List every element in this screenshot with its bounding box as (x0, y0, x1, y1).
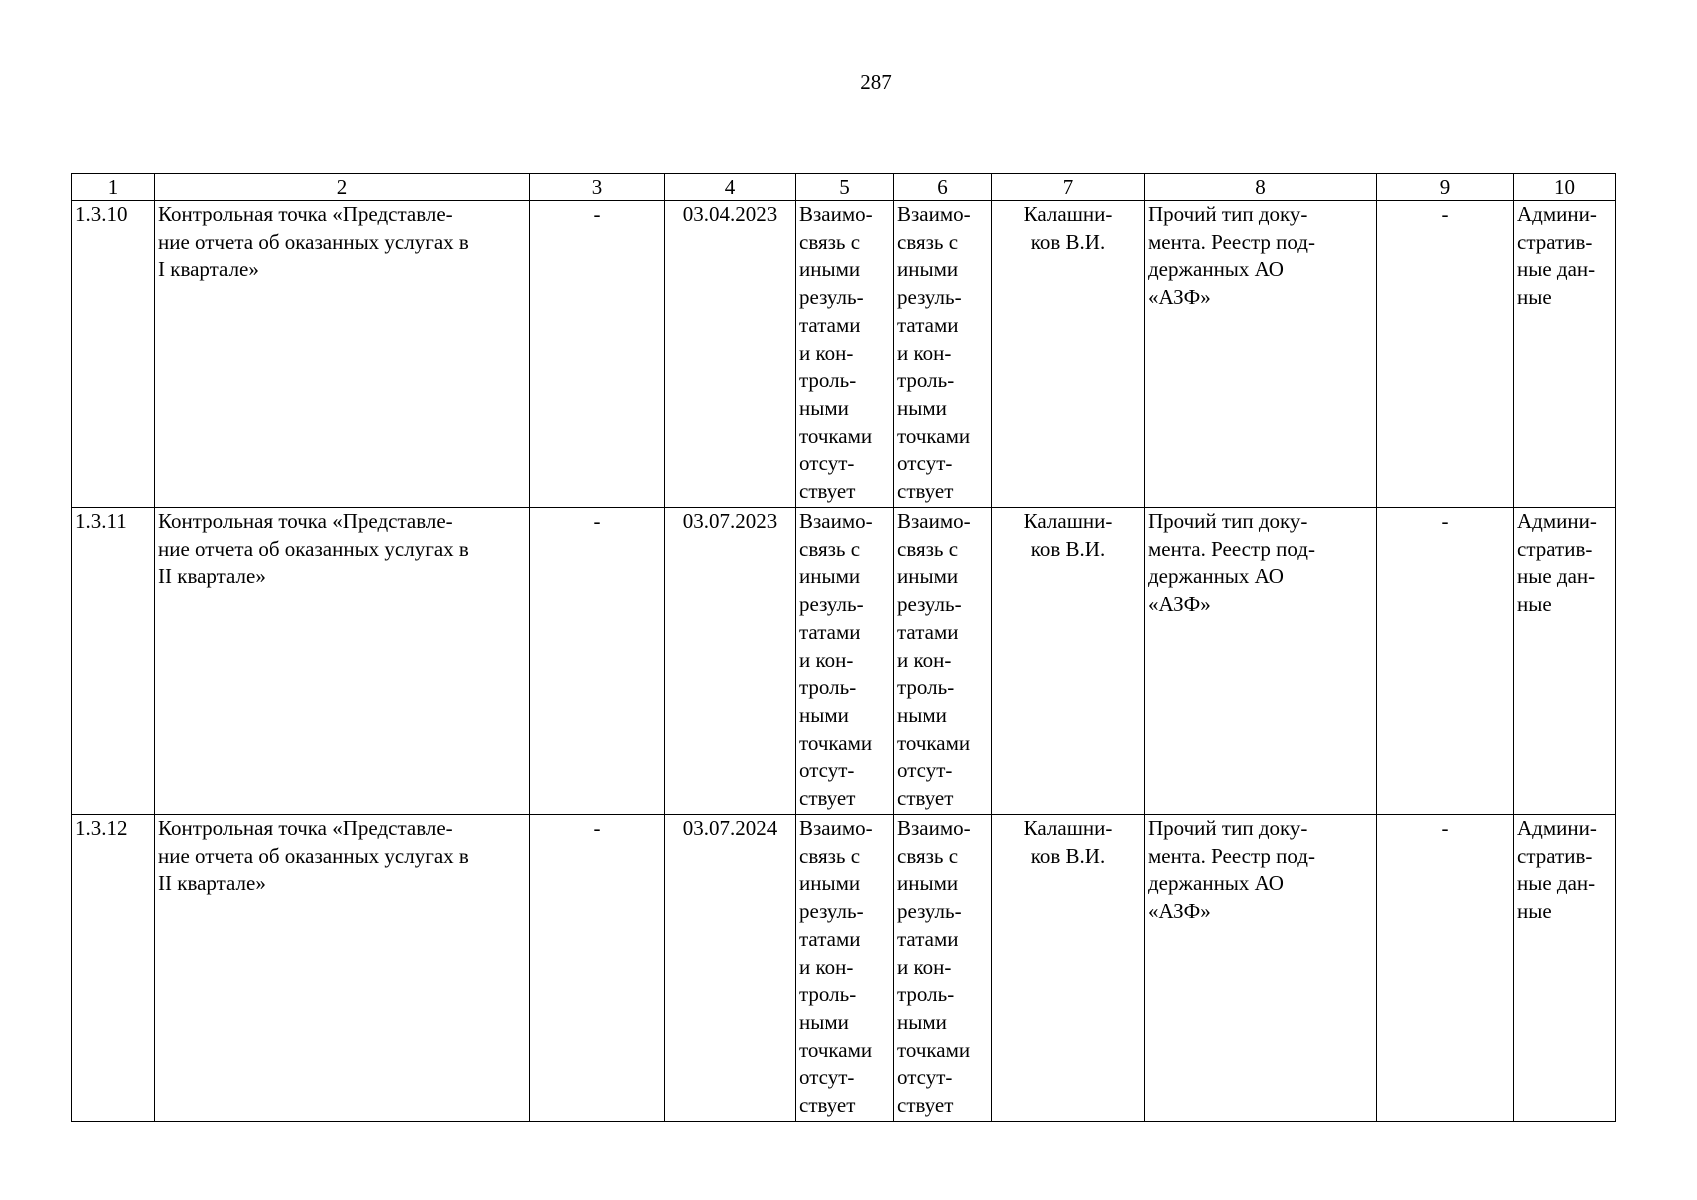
table-row (72, 201, 1616, 508)
data-source: Админи- стратив- ные дан- ные (1514, 815, 1616, 1122)
column-9-value: - (1377, 815, 1514, 1122)
column-number-1: 1 (72, 174, 155, 201)
column-number-5: 5 (796, 174, 894, 201)
row-number: 1.3.10 (72, 201, 155, 508)
column-number-row (72, 174, 1616, 201)
document-type: Прочий тип доку- мента. Реестр под- держанных АО «АЗФ» (1145, 201, 1377, 508)
relationship-text-secondary: Взаимо- связь с иными резуль- татами и кон- троль- ными точками отсут- ствует (894, 508, 992, 815)
column-number-9: 9 (1377, 174, 1514, 201)
responsible-person: Калашни- ков В.И. (992, 201, 1145, 508)
due-date: 03.07.2023 (665, 508, 796, 815)
due-date: 03.04.2023 (665, 201, 796, 508)
control-points-table (71, 173, 1616, 1122)
relationship-text-secondary: Взаимо- связь с иными резуль- татами и кон- троль- ными точками отсут- ствует (894, 815, 992, 1122)
column-number-3: 3 (530, 174, 665, 201)
table-row (72, 815, 1616, 1122)
control-point-title: Контрольная точка «Представле- ние отчета об оказанных услугах в II квартале» (155, 508, 530, 815)
column-9-value: - (1377, 201, 1514, 508)
document-type: Прочий тип доку- мента. Реестр под- держанных АО «АЗФ» (1145, 815, 1377, 1122)
column-9-value: - (1377, 508, 1514, 815)
column-3-value: - (530, 815, 665, 1122)
data-source: Админи- стратив- ные дан- ные (1514, 201, 1616, 508)
due-date: 03.07.2024 (665, 815, 796, 1122)
column-3-value: - (530, 508, 665, 815)
column-number-7: 7 (992, 174, 1145, 201)
column-number-4: 4 (665, 174, 796, 201)
relationship-text: Взаимо- связь с иными резуль- татами и кон- троль- ными точками отсут- ствует (796, 508, 894, 815)
row-number: 1.3.12 (72, 815, 155, 1122)
row-number: 1.3.11 (72, 508, 155, 815)
column-number-2: 2 (155, 174, 530, 201)
page-number: 287 (860, 70, 892, 94)
document-type: Прочий тип доку- мента. Реестр под- держанных АО «АЗФ» (1145, 508, 1377, 815)
responsible-person: Калашни- ков В.И. (992, 815, 1145, 1122)
column-number-10: 10 (1514, 174, 1616, 201)
relationship-text-secondary: Взаимо- связь с иными резуль- татами и кон- троль- ными точками отсут- ствует (894, 201, 992, 508)
relationship-text: Взаимо- связь с иными резуль- татами и кон- троль- ными точками отсут- ствует (796, 815, 894, 1122)
responsible-person: Калашни- ков В.И. (992, 508, 1145, 815)
column-3-value: - (530, 201, 665, 508)
table-row (72, 508, 1616, 815)
column-number-8: 8 (1145, 174, 1377, 201)
data-source: Админи- стратив- ные дан- ные (1514, 508, 1616, 815)
relationship-text: Взаимо- связь с иными резуль- татами и кон- троль- ными точками отсут- ствует (796, 201, 894, 508)
column-number-6: 6 (894, 174, 992, 201)
control-point-title: Контрольная точка «Представле- ние отчета об оказанных услугах в II квартале» (155, 815, 530, 1122)
control-point-title: Контрольная точка «Представле- ние отчета об оказанных услугах в I квартале» (155, 201, 530, 508)
